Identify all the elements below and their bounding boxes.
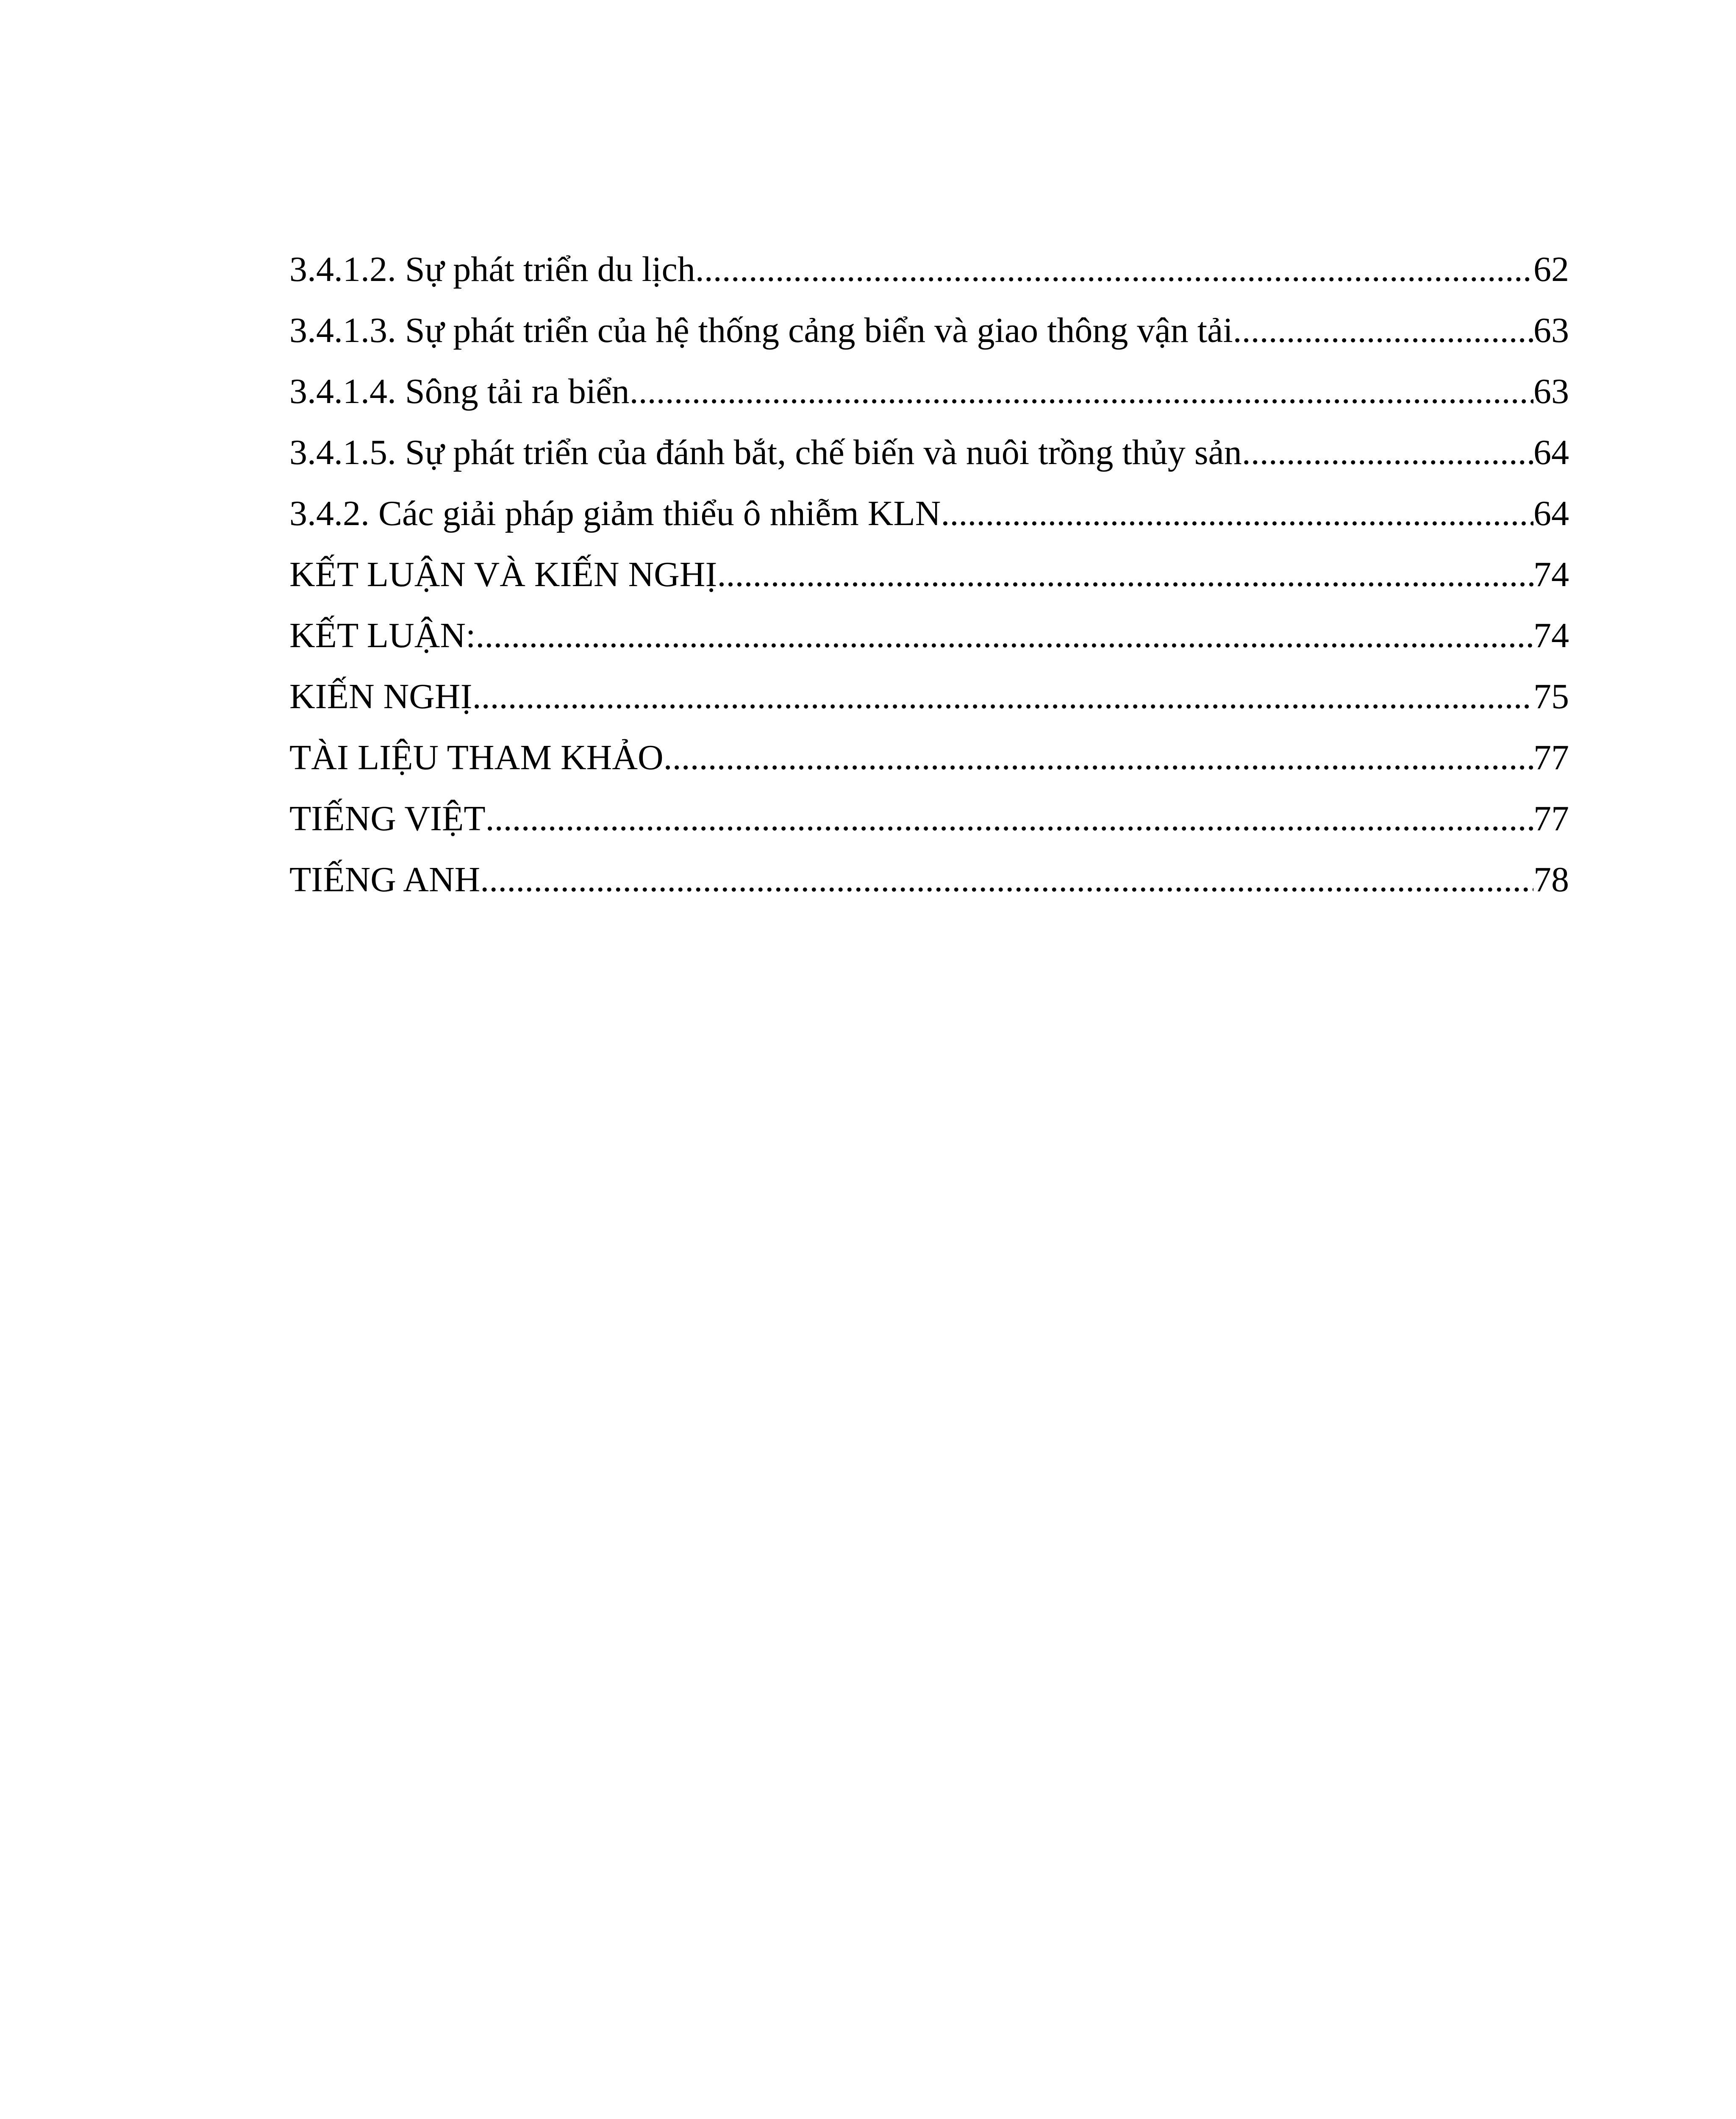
toc-leader-dots: [630, 361, 1533, 422]
toc-entry[interactable]: [289, 300, 1569, 361]
toc-leader-dots: [950, 483, 1533, 544]
toc-entry-title: KẾT LUẬN:: [289, 616, 476, 655]
toc-entry-title: 3.4.1.5. Sự phát triển của đánh bắt, chế biến và nuôi trồng thủy sản: [289, 433, 1242, 472]
toc-entry-title: 3.4.1.3. Sự phát triển của hệ thống cảng biển và giao thông vận tải: [289, 311, 1233, 350]
toc-entry-page: 64: [1533, 494, 1569, 533]
toc-entry[interactable]: [289, 727, 1569, 788]
toc-entry-title: 3.4.2. Các giải pháp giảm thiểu ô nhiễm KLN.: [289, 494, 950, 533]
toc-entry[interactable]: [289, 849, 1569, 910]
toc-leader-dots: [486, 788, 1533, 849]
toc-entry-title: TIẾNG VIỆT: [289, 799, 486, 838]
toc-leader-dots: [480, 849, 1533, 910]
toc-entry-page: 75: [1533, 677, 1569, 716]
toc-entry-page: 62: [1533, 250, 1569, 289]
toc-entry-title: KIẾN NGHỊ: [289, 677, 472, 716]
toc-entry-page: 64: [1533, 433, 1569, 472]
toc-entry-page: 63: [1533, 311, 1569, 350]
toc-leader-dots: [475, 605, 1533, 666]
toc-entry-page: 63: [1533, 372, 1569, 411]
toc-entry-title: KẾT LUẬN VÀ KIẾN NGHỊ: [289, 555, 717, 594]
toc-leader-dots: [472, 666, 1533, 727]
toc-entry-title: 3.4.1.4. Sông tải ra biển: [289, 372, 630, 411]
toc-entry-page: 77: [1533, 738, 1569, 777]
toc-entry-page: 77: [1533, 799, 1569, 838]
toc-entry-title: 3.4.1.2. Sự phát triển du lịch: [289, 250, 695, 289]
toc-entry-page: 74: [1533, 616, 1569, 655]
toc-leader-dots: [1242, 422, 1533, 483]
toc-entry[interactable]: [289, 666, 1569, 727]
toc-leader-dots: [695, 239, 1533, 300]
toc-leader-dots: [717, 544, 1533, 605]
toc-entry[interactable]: [289, 788, 1569, 849]
toc-entry[interactable]: [289, 361, 1569, 422]
table-of-contents: [289, 239, 1569, 910]
toc-leader-dots: [1233, 300, 1533, 361]
toc-entry-title: TIẾNG ANH: [289, 860, 481, 899]
toc-leader-dots: [664, 727, 1533, 788]
toc-entry[interactable]: [289, 605, 1569, 666]
toc-entry[interactable]: [289, 483, 1569, 544]
toc-entry-page: 78: [1533, 860, 1569, 899]
toc-entry-page: 74: [1533, 555, 1569, 594]
toc-entry[interactable]: [289, 422, 1569, 483]
toc-entry[interactable]: [289, 544, 1569, 605]
toc-entry-title: TÀI LIỆU THAM KHẢO: [289, 738, 664, 777]
toc-entry[interactable]: [289, 239, 1569, 300]
